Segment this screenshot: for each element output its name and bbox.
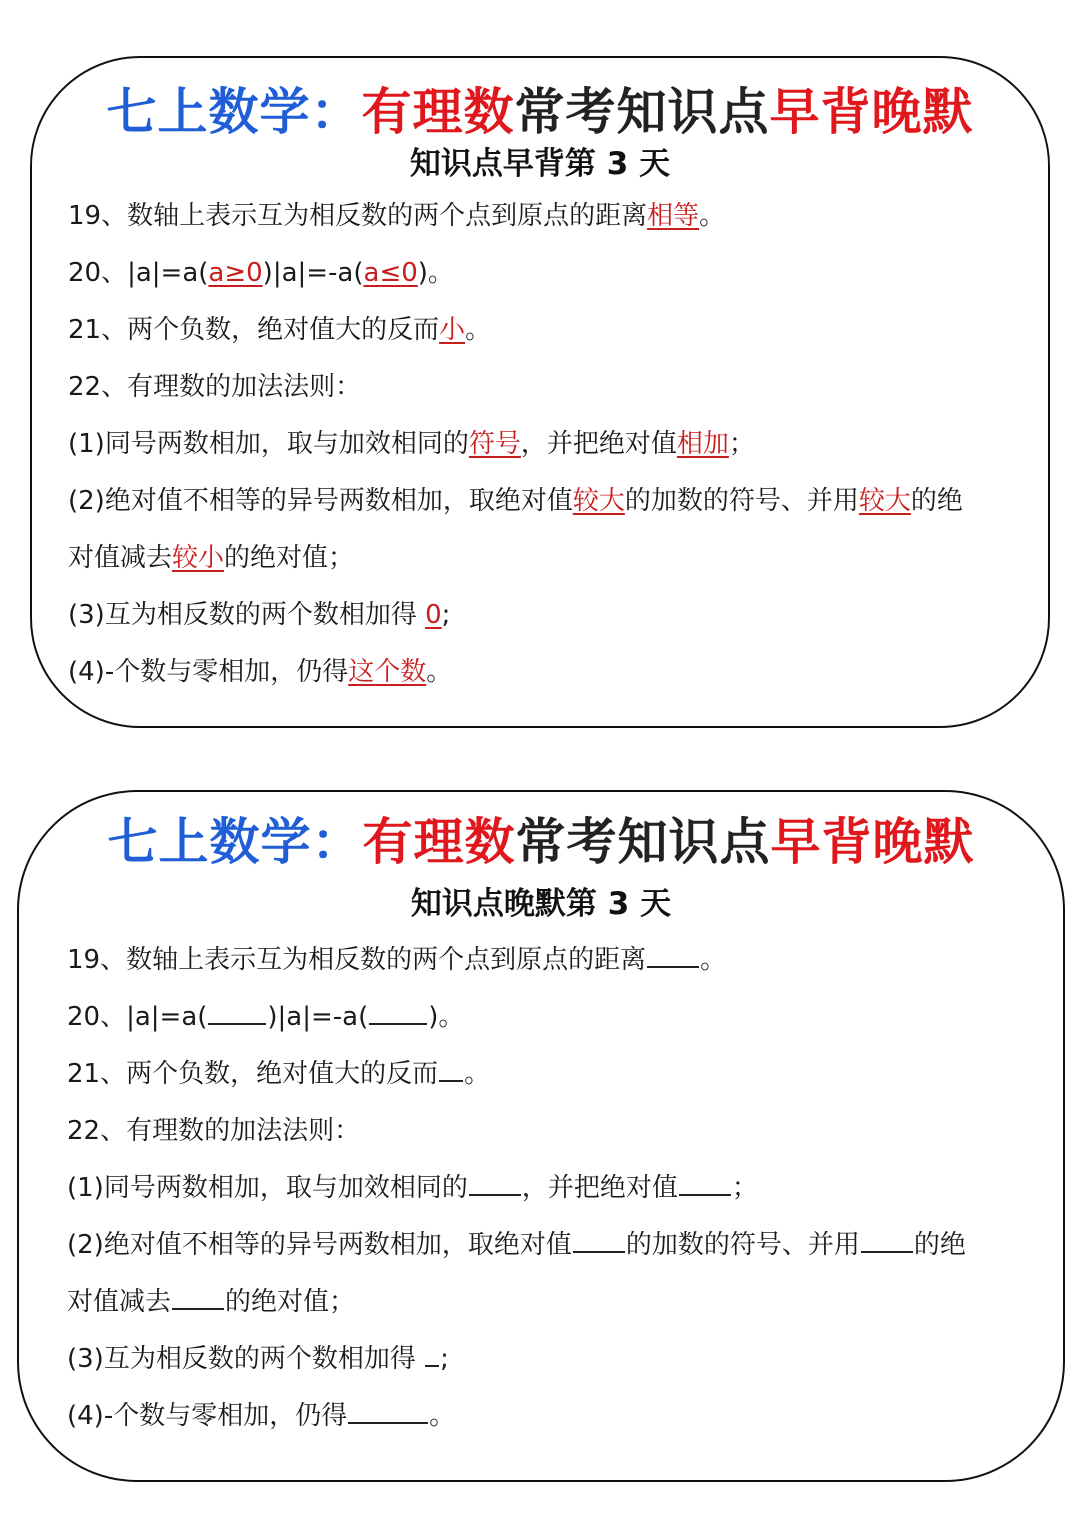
answer-blank[interactable] bbox=[861, 1225, 913, 1253]
item-text: 。 bbox=[426, 657, 453, 687]
item-22 bbox=[68, 364, 1008, 421]
answer: 0 bbox=[425, 600, 442, 630]
answer-blank[interactable] bbox=[348, 1396, 428, 1424]
item-text: 21、两个负数，绝对值大的反而 bbox=[68, 315, 440, 345]
item-text: (1)同号两数相加，取与加效相同的 bbox=[67, 1173, 468, 1203]
answer: a≥0 bbox=[208, 258, 263, 288]
item-text: ； bbox=[731, 1173, 758, 1203]
item-text: 对值减去 bbox=[67, 1287, 172, 1317]
rule-4 bbox=[68, 649, 1008, 706]
title-topic: 有理数 bbox=[361, 82, 515, 141]
item-text: 20、|a|=a( bbox=[67, 1002, 208, 1032]
item-21 bbox=[67, 1051, 1023, 1108]
rule-3 bbox=[68, 592, 1008, 649]
item-text: )。 bbox=[417, 258, 454, 288]
answer: 较大 bbox=[572, 486, 625, 516]
item-text: 21、两个负数，绝对值大的反而 bbox=[67, 1059, 439, 1089]
item-text: 对值减去 bbox=[68, 543, 173, 573]
item-20 bbox=[67, 994, 1023, 1051]
answer: 符号 bbox=[468, 429, 521, 459]
answer: 相加 bbox=[676, 429, 729, 459]
item-text: (2)绝对值不相等的异号两数相加，取绝对值 bbox=[68, 486, 573, 516]
rule-2 bbox=[67, 1222, 1023, 1279]
item-text: 。 bbox=[700, 945, 727, 975]
answer-blank[interactable] bbox=[679, 1168, 731, 1196]
item-text: )|a|=-a( bbox=[267, 1002, 369, 1032]
answer: 这个数 bbox=[348, 657, 427, 687]
title-topic: 有理数 bbox=[362, 812, 516, 871]
answer-blank[interactable] bbox=[208, 997, 266, 1025]
item-text: 。 bbox=[465, 315, 492, 345]
item-22 bbox=[67, 1108, 1023, 1165]
answer: 相等 bbox=[647, 201, 700, 231]
answer: a≤0 bbox=[363, 258, 418, 288]
answer: 较小 bbox=[172, 543, 225, 573]
answer: 小 bbox=[439, 315, 466, 345]
evening-subtitle: 知识点晚默第 3 天 bbox=[410, 886, 672, 922]
item-21 bbox=[68, 307, 1008, 364]
rule-2-cont bbox=[67, 1279, 1023, 1336]
title-subject: 七上数学： bbox=[107, 812, 363, 871]
evening-card bbox=[17, 790, 1065, 1482]
answer: 较大 bbox=[858, 486, 911, 516]
rule-1 bbox=[68, 421, 1008, 478]
answer-blank[interactable] bbox=[469, 1168, 521, 1196]
evening-title bbox=[19, 802, 1063, 874]
title-tail: 早背晚默 bbox=[770, 812, 975, 871]
item-text: 的加数的符号、并用 bbox=[625, 1230, 860, 1260]
item-20 bbox=[68, 250, 1008, 307]
answer-blank[interactable] bbox=[172, 1282, 224, 1310]
title-subject: 七上数学： bbox=[106, 82, 362, 141]
morning-title bbox=[32, 72, 1048, 144]
rule-3 bbox=[67, 1336, 1023, 1393]
item-text: (3)互为相反数的两个数相加得 bbox=[68, 600, 426, 630]
item-text: 22、有理数的加法法则： bbox=[67, 1116, 361, 1146]
morning-subtitle: 知识点早背第 3 天 bbox=[409, 146, 671, 182]
rule-4 bbox=[67, 1393, 1023, 1450]
item-text: 的绝对值； bbox=[224, 543, 355, 573]
answer-blank[interactable] bbox=[425, 1339, 439, 1367]
item-text: ，并把绝对值 bbox=[520, 429, 677, 459]
item-text: 19、数轴上表示互为相反数的两个点到原点的距离 bbox=[68, 201, 648, 231]
title-tail: 早背晚默 bbox=[769, 82, 974, 141]
item-text: (4)-个数与零相加，仍得 bbox=[67, 1401, 348, 1431]
evening-content bbox=[67, 937, 1023, 1450]
rule-1 bbox=[67, 1165, 1023, 1222]
item-text: ； bbox=[728, 429, 755, 459]
answer-blank[interactable] bbox=[573, 1225, 625, 1253]
rule-2-cont bbox=[68, 535, 1008, 592]
title-mid: 常考知识点 bbox=[515, 812, 771, 871]
item-19 bbox=[67, 937, 1023, 994]
morning-content bbox=[68, 193, 1008, 706]
item-text: (4)-个数与零相加，仍得 bbox=[68, 657, 349, 687]
morning-card bbox=[30, 56, 1050, 728]
item-text: 的绝对值； bbox=[225, 1287, 356, 1317]
item-text: 的绝 bbox=[910, 486, 963, 516]
item-text: 。 bbox=[699, 201, 726, 231]
item-text: ; bbox=[440, 1344, 449, 1374]
item-text: (2)绝对值不相等的异号两数相加，取绝对值 bbox=[67, 1230, 572, 1260]
answer-blank[interactable] bbox=[439, 1054, 463, 1082]
answer-blank[interactable] bbox=[647, 940, 699, 968]
item-text: 22、有理数的加法法则： bbox=[68, 372, 362, 402]
item-text: 。 bbox=[464, 1059, 491, 1089]
item-text: 的加数的符号、并用 bbox=[624, 486, 859, 516]
answer-blank[interactable] bbox=[369, 997, 427, 1025]
item-text: ; bbox=[441, 600, 451, 630]
item-text: 的绝 bbox=[913, 1230, 966, 1260]
item-text: 19、数轴上表示互为相反数的两个点到原点的距离 bbox=[67, 945, 647, 975]
item-text: )|a|=-a( bbox=[262, 258, 364, 288]
item-text: 。 bbox=[429, 1401, 456, 1431]
item-19 bbox=[68, 193, 1008, 250]
item-text: 20、|a|=a( bbox=[68, 258, 209, 288]
rule-2 bbox=[68, 478, 1008, 535]
item-text: (3)互为相反数的两个数相加得 bbox=[67, 1344, 425, 1374]
title-mid: 常考知识点 bbox=[514, 82, 770, 141]
item-text: (1)同号两数相加，取与加效相同的 bbox=[68, 429, 469, 459]
item-text: ，并把绝对值 bbox=[521, 1173, 678, 1203]
item-text: )。 bbox=[428, 1002, 465, 1032]
